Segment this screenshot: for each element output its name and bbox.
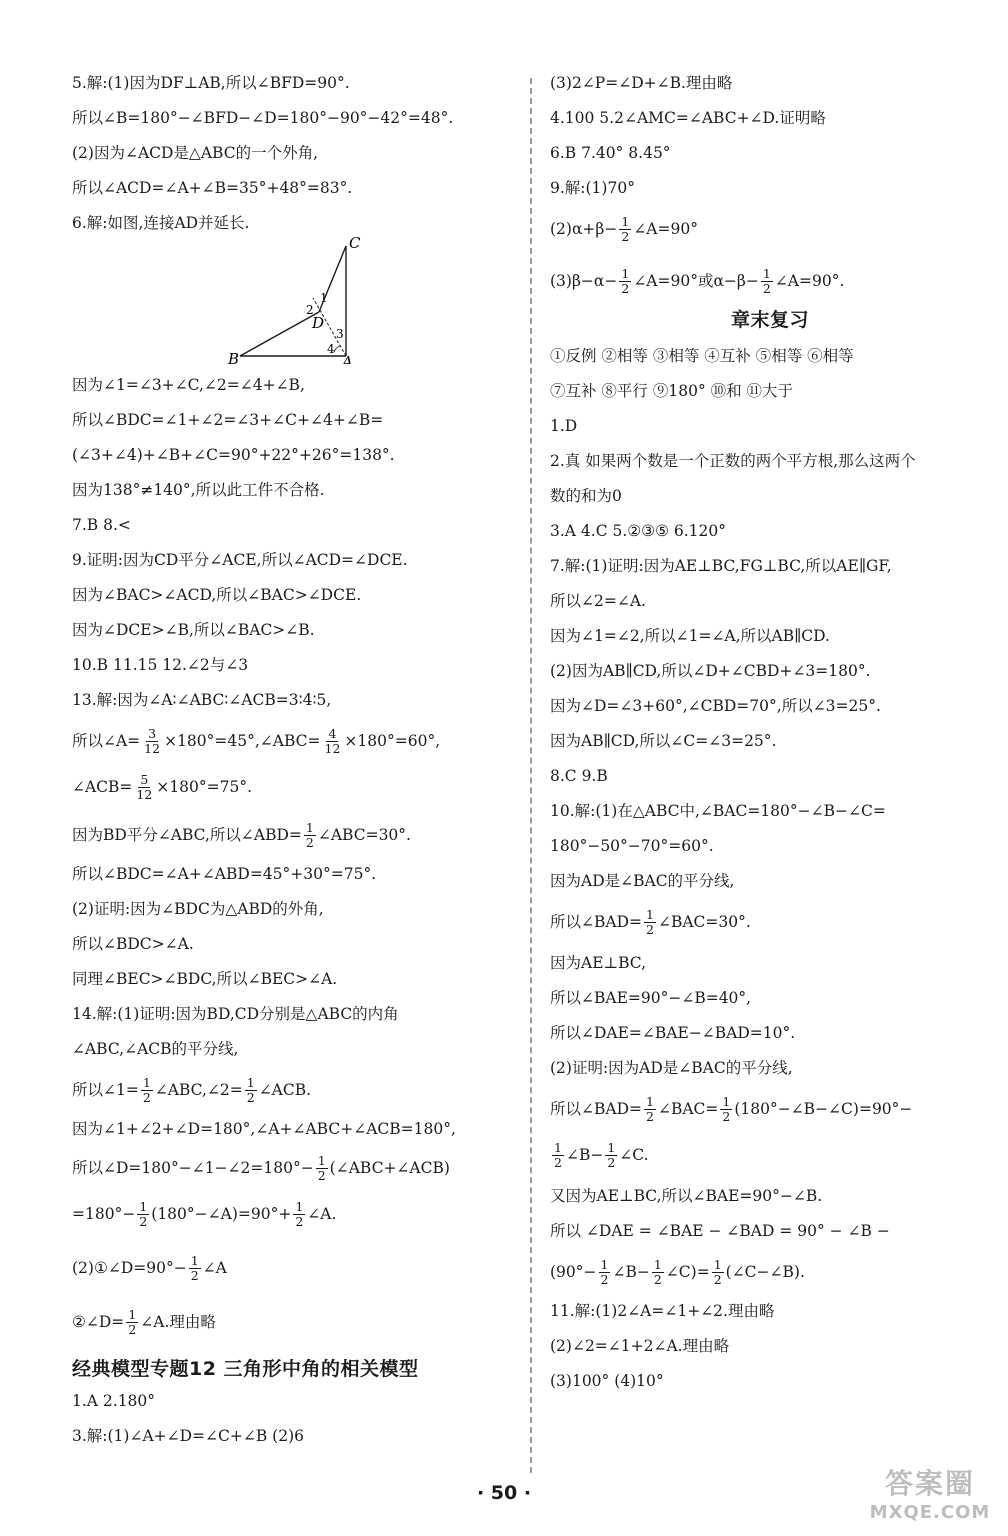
formula-line xyxy=(72,725,512,757)
denominator: 2 xyxy=(295,1213,304,1229)
text-line: 4.100 5.2∠AMC=∠ABC+∠D.证明略 xyxy=(550,109,826,127)
text-fragment: 所以∠BAD= xyxy=(550,913,642,931)
fraction xyxy=(552,1141,564,1170)
denominator: 2 xyxy=(621,280,630,296)
text-line: 所以∠BDC=∠1+∠2=∠3+∠C+∠4+∠B= xyxy=(72,411,384,429)
text-fragment: (∠C−∠B). xyxy=(725,1263,805,1281)
denominator: 2 xyxy=(139,1213,148,1229)
numerator: 1 xyxy=(317,1152,326,1168)
text-fragment: =180°− xyxy=(72,1205,136,1223)
text-line: 所以∠ACD=∠A+∠B=35°+48°=83°. xyxy=(72,179,353,197)
text-line: (2)证明:因为∠BDC为△ABD的外角, xyxy=(72,900,324,918)
formula-line xyxy=(72,1252,512,1284)
formula-line xyxy=(72,1152,512,1184)
text-fragment: 所以∠A= xyxy=(72,732,141,750)
point-d-label: D xyxy=(312,314,325,332)
right-column xyxy=(550,72,990,1392)
text-line: 9.解:(1)70° xyxy=(550,179,635,197)
fraction xyxy=(323,727,343,756)
text-fragment: 所以∠BAD= xyxy=(550,1100,642,1118)
numerator: 1 xyxy=(246,1074,255,1090)
text-line: 所以∠2=∠A. xyxy=(550,592,646,610)
text-line: 因为∠BAC>∠ACD,所以∠BAC>∠DCE. xyxy=(72,586,362,604)
text-line: 9.证明:因为CD平分∠ACE,所以∠ACD=∠DCE. xyxy=(72,551,408,569)
text-fragment: ∠ACB= xyxy=(72,778,133,796)
denominator: 2 xyxy=(722,1108,731,1124)
text-line: ⑦互补 ⑧平行 ⑨180° ⑩和 ⑪大于 xyxy=(550,382,794,400)
angle-1-label: 1 xyxy=(320,291,328,305)
denominator: 2 xyxy=(713,1271,722,1287)
text-fragment: (180°−∠A)=90°+ xyxy=(151,1205,292,1223)
text-line: 同理∠BEC>∠BDC,所以∠BEC>∠A. xyxy=(72,970,338,988)
text-fragment: ②∠D= xyxy=(72,1313,125,1331)
triangle-diagram xyxy=(72,234,512,364)
watermark-text: 答案圈 xyxy=(884,1467,975,1500)
denominator: 2 xyxy=(554,1154,562,1170)
text-line: 11.解:(1)2∠A=∠1+∠2.理由略 xyxy=(550,1302,775,1320)
text-line: 5.解:(1)因为DF⊥AB,所以∠BFD=90°. xyxy=(72,74,350,92)
denominator: 2 xyxy=(646,1108,654,1124)
text-line: 2.真 如果两个数是一个正数的两个平方根,那么这两个 xyxy=(550,452,916,470)
formula-line xyxy=(550,213,990,245)
text-fragment: ×180°=60°, xyxy=(344,732,441,750)
text-line: 数的和为0 xyxy=(550,487,622,505)
formula-line xyxy=(550,906,990,938)
formula-line xyxy=(72,1198,512,1230)
denominator: 2 xyxy=(317,1167,326,1183)
text-line: 所以∠DAE=∠BAE−∠BAD=10°. xyxy=(550,1024,796,1042)
fraction xyxy=(605,1141,617,1170)
text-line: 1.D xyxy=(550,417,578,435)
angle-arc xyxy=(334,346,340,352)
fraction xyxy=(720,1095,732,1124)
numerator: 1 xyxy=(295,1198,304,1214)
text-line: 因为AD是∠BAC的平分线, xyxy=(550,872,735,890)
text-line: 3.A 4.C 5.②③⑤ 6.120° xyxy=(550,522,727,540)
text-line: 所以∠BAE=90°−∠B=40°, xyxy=(550,989,752,1007)
denominator: 2 xyxy=(600,1271,609,1287)
text-fragment: ∠BAC= xyxy=(657,1100,719,1118)
numerator: 4 xyxy=(328,725,337,741)
text-fragment: (2)α+β− xyxy=(550,220,618,238)
text-line: 所以∠BDC>∠A. xyxy=(72,935,194,953)
denominator: 12 xyxy=(324,740,341,756)
text-line: 所以 ∠DAE = ∠BAE − ∠BAD = 90° − ∠B − xyxy=(550,1222,890,1240)
text-line: (2)因为AB∥CD,所以∠D+∠CBD+∠3=180°. xyxy=(550,662,871,680)
text-line: ①反例 ②相等 ③相等 ④互补 ⑤相等 ⑥相等 xyxy=(550,347,854,365)
fraction xyxy=(316,1154,328,1183)
denominator: 2 xyxy=(246,1089,255,1105)
denominator: 12 xyxy=(136,786,153,802)
text-line: 因为138°≠140°,所以此工件不合格. xyxy=(72,481,325,499)
text-fragment: 所以∠D=180°−∠1−∠2=180°− xyxy=(72,1159,314,1177)
text-line: 7.解:(1)证明:因为AE⊥BC,FG⊥BC,所以AE∥GF, xyxy=(550,557,892,575)
angle-2-label: 2 xyxy=(306,303,314,317)
numerator: 5 xyxy=(140,771,149,787)
denominator: 2 xyxy=(621,228,630,244)
denominator: 2 xyxy=(305,834,314,850)
text-fragment: (∠ABC+∠ACB) xyxy=(329,1159,450,1177)
segment-bd xyxy=(240,312,319,356)
text-line: 因为AB∥CD,所以∠C=∠3=25°. xyxy=(550,732,777,750)
numerator: 1 xyxy=(554,1139,562,1155)
text-fragment: ×180°=45°,∠ABC= xyxy=(164,732,321,750)
fraction xyxy=(189,1254,201,1283)
text-fragment: ×180°=75°. xyxy=(156,778,253,796)
formula-line xyxy=(72,771,512,803)
text-fragment: (3)β−α− xyxy=(550,272,618,290)
formula-line xyxy=(72,819,512,851)
numerator: 1 xyxy=(646,1093,654,1109)
page-number: · 50 · xyxy=(476,1482,532,1504)
text-line: 180°−50°−70°=60°. xyxy=(550,837,714,855)
numerator: 1 xyxy=(646,906,654,922)
text-fragment: ∠A.理由略 xyxy=(140,1313,216,1331)
text-line: 7.B 8.< xyxy=(72,516,131,534)
text-fragment: ∠C. xyxy=(619,1146,649,1164)
vertex-c-label: C xyxy=(349,234,361,252)
text-line: (2)∠2=∠1+2∠A.理由略 xyxy=(550,1337,730,1355)
text-fragment: 因为BD平分∠ABC,所以∠ABD= xyxy=(72,826,302,844)
fraction xyxy=(137,1200,149,1229)
fraction xyxy=(644,1095,656,1124)
denominator: 2 xyxy=(653,1271,662,1287)
text-line: 10.解:(1)在△ABC中,∠BAC=180°−∠B−∠C= xyxy=(550,802,886,820)
text-line: (2)因为∠ACD是△ABC的一个外角, xyxy=(72,144,319,162)
text-line: 13.解:因为∠A∶∠ABC∶∠ACB=3∶4∶5, xyxy=(72,691,332,709)
numerator: 1 xyxy=(621,265,630,281)
fraction xyxy=(134,773,154,802)
fraction xyxy=(652,1258,664,1287)
triangle-figure xyxy=(72,234,512,364)
text-line: 3.解:(1)∠A+∠D=∠C+∠B (2)6 xyxy=(72,1427,304,1445)
text-fragment: (2)①∠D=90°− xyxy=(72,1259,187,1277)
angle-4-label: 4 xyxy=(327,342,335,356)
fraction xyxy=(619,215,631,244)
numerator: 1 xyxy=(607,1139,616,1155)
text-fragment: ∠A. xyxy=(307,1205,337,1223)
column-divider xyxy=(530,78,532,1473)
text-line: 又因为AE⊥BC,所以∠BAE=90°−∠B. xyxy=(550,1187,823,1205)
fraction xyxy=(141,1076,153,1105)
section-title: 经典模型专题12 三角形中角的相关模型 xyxy=(72,1358,419,1380)
formula-line xyxy=(550,265,990,297)
numerator: 1 xyxy=(190,1252,199,1268)
angle-3-label: 3 xyxy=(336,327,344,341)
text-fragment: ∠A=90°或α−β− xyxy=(633,272,759,290)
text-line: 所以∠B=180°−∠BFD−∠D=180°−90°−42°=48°. xyxy=(72,109,454,127)
denominator: 2 xyxy=(190,1267,199,1283)
text-line: 8.C 9.B xyxy=(550,767,608,785)
numerator: 1 xyxy=(722,1093,731,1109)
text-line: 14.解:(1)证明:因为BD,CD分别是△ABC的内角 xyxy=(72,1005,399,1023)
text-line: (2)证明:因为AD是∠BAC的平分线, xyxy=(550,1059,793,1077)
text-line: ∠ABC,∠ACB的平分线, xyxy=(72,1040,239,1058)
text-fragment: (180°−∠B−∠C)=90°− xyxy=(734,1100,913,1118)
fraction xyxy=(126,1308,138,1337)
text-fragment: ∠B− xyxy=(612,1263,650,1281)
text-line: 因为AE⊥BC, xyxy=(550,954,646,972)
numerator: 1 xyxy=(142,1074,151,1090)
text-line: 因为∠1+∠2+∠D=180°,∠A+∠ABC+∠ACB=180°, xyxy=(72,1120,456,1138)
text-fragment: 所以∠1= xyxy=(72,1081,139,1099)
numerator: 1 xyxy=(621,213,630,229)
numerator: 1 xyxy=(713,1256,722,1272)
chapter-title: 章末复习 xyxy=(730,309,809,331)
numerator: 1 xyxy=(305,819,314,835)
text-fragment: ∠C)= xyxy=(665,1263,710,1281)
watermark-logo xyxy=(860,1466,1000,1532)
text-line: 因为∠1=∠2,所以∠1=∠A,所以AB∥CD. xyxy=(550,627,830,645)
text-line: (3)2∠P=∠D+∠B.理由略 xyxy=(550,74,733,92)
formula-line xyxy=(550,1093,990,1125)
fraction xyxy=(142,727,162,756)
text-fragment: ∠BAC=30°. xyxy=(657,913,751,931)
formula-line xyxy=(550,1139,990,1171)
text-line: 10.B 11.15 12.∠2与∠3 xyxy=(72,656,249,674)
left-column xyxy=(72,72,512,1447)
text-fragment: ∠A xyxy=(202,1259,227,1277)
vertex-a-label: A xyxy=(342,353,353,364)
vertex-b-label: B xyxy=(228,350,240,364)
text-line: 因为∠D=∠3+60°,∠CBD=70°,所以∠3=25°. xyxy=(550,697,881,715)
numerator: 1 xyxy=(762,265,771,281)
text-line: 因为∠1=∠3+∠C,∠2=∠4+∠B, xyxy=(72,376,305,394)
text-fragment: ∠A=90° xyxy=(633,220,698,238)
fraction xyxy=(293,1200,305,1229)
denominator: 2 xyxy=(762,280,771,296)
watermark-url: MXQE.COM xyxy=(869,1502,991,1523)
fraction xyxy=(599,1258,611,1287)
denominator: 12 xyxy=(144,740,161,756)
text-line: 6.解:如图,连接AD并延长. xyxy=(72,214,250,232)
formula-line xyxy=(550,1256,990,1288)
fraction xyxy=(304,821,316,850)
text-line: 6.B 7.40° 8.45° xyxy=(550,144,671,162)
numerator: 1 xyxy=(128,1306,137,1322)
fraction xyxy=(619,267,631,296)
text-fragment: ∠ABC,∠2= xyxy=(154,1081,243,1099)
denominator: 2 xyxy=(142,1089,151,1105)
fraction xyxy=(245,1076,257,1105)
denominator: 2 xyxy=(646,921,654,937)
denominator: 2 xyxy=(128,1321,137,1337)
text-line: 所以∠BDC=∠A+∠ABD=45°+30°=75°. xyxy=(72,865,377,883)
text-fragment: ∠ABC=30°. xyxy=(317,826,411,844)
numerator: 1 xyxy=(653,1256,662,1272)
numerator: 1 xyxy=(139,1198,148,1214)
text-line: (∠3+∠4)+∠B+∠C=90°+22°+26°=138°. xyxy=(72,446,395,464)
denominator: 2 xyxy=(607,1154,616,1170)
numerator: 1 xyxy=(600,1256,609,1272)
numerator: 3 xyxy=(148,725,157,741)
formula-line xyxy=(72,1074,512,1106)
fraction xyxy=(712,1258,724,1287)
text-fragment: ∠B− xyxy=(565,1146,604,1164)
text-line: 因为∠DCE>∠B,所以∠BAC>∠B. xyxy=(72,621,315,639)
fraction xyxy=(761,267,773,296)
text-line: (3)100° (4)10° xyxy=(550,1372,664,1390)
text-fragment: ∠ACB. xyxy=(258,1081,312,1099)
formula-line xyxy=(72,1306,512,1338)
text-fragment: (90°− xyxy=(550,1263,597,1281)
text-line: 1.A 2.180° xyxy=(72,1392,156,1410)
text-fragment: ∠A=90°. xyxy=(774,272,845,290)
fraction xyxy=(644,908,656,937)
